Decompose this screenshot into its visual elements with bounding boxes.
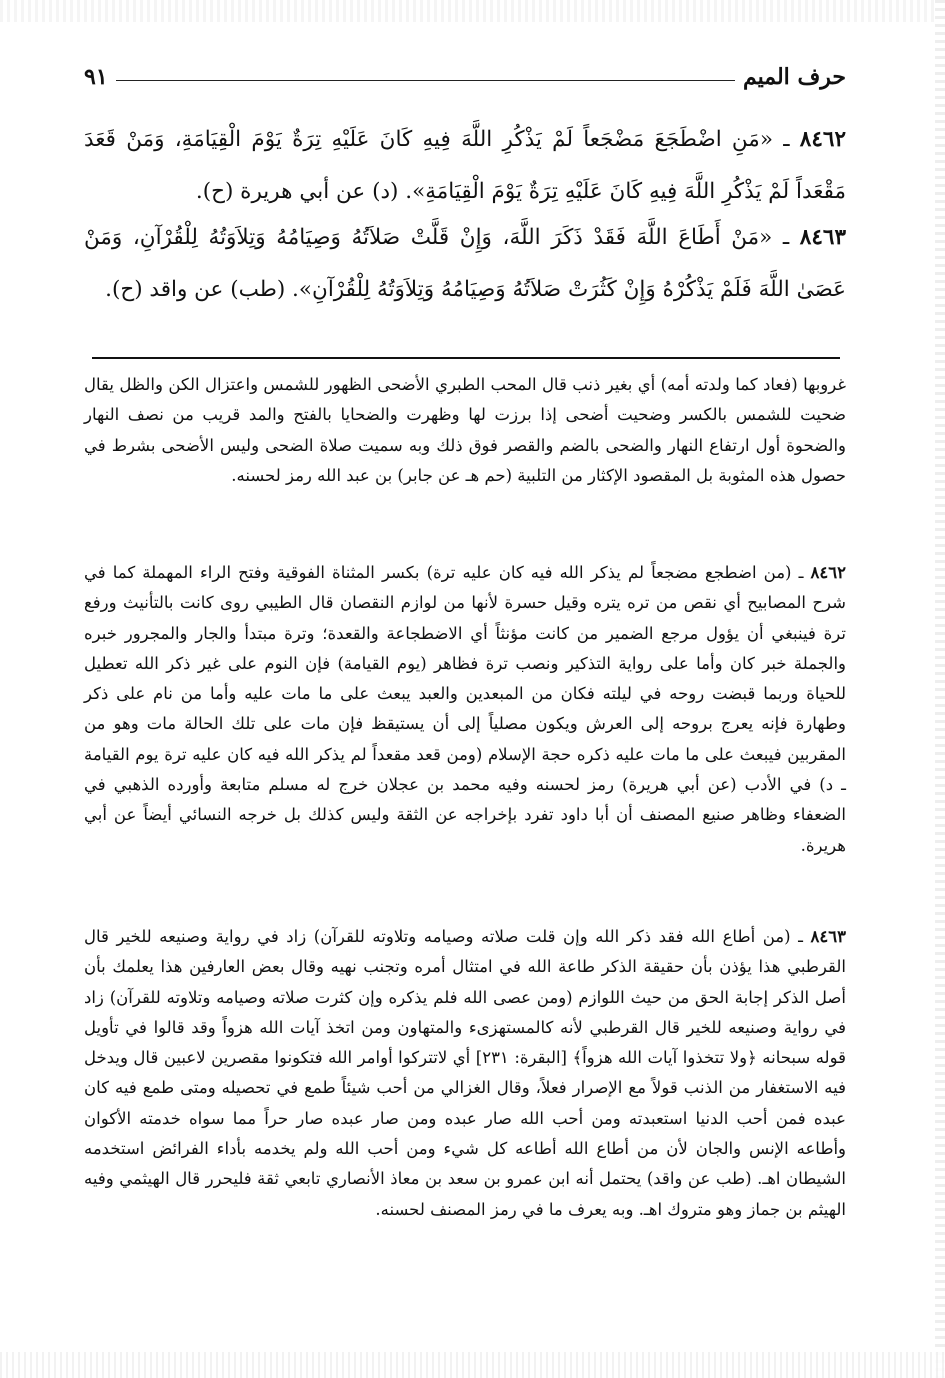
page-number: ٩١ [84,64,108,90]
commentary-8462 [84,558,846,861]
header-rule [116,80,735,81]
hadith-text: ـ «مَنِ اضْطَجَعَ مَضْجَعاً لَمْ يَذْكُرِ اللَّهَ فِيهِ كَانَ عَلَيْهِ تِرَةٌ يَوْمَ الْقِيَامَةِ، وَمَنْ قَعَدَ مَقْعَداً لَمْ يَذْكُرِ اللَّهَ فِيهِ كَانَ عَلَيْهِ تِرَةٌ يَوْمَ الْقِيَامَةِ». (د) عن أبي هريرة (ح). [84,127,846,204]
footnote-separator [92,357,840,359]
scan-edge-top [0,0,945,22]
commentary-number: ٨٤٦٣ [810,927,846,946]
scan-edge-bottom [0,1352,945,1378]
chapter-title: حرف الميم [742,64,846,90]
commentary-text: ـ (من اضطجع مضجعاً لم يذكر الله فيه كان عليه ترة) بكسر المثناة الفوقية وفتح الراء المهملة كما في شرح المصابيح أي نقص من تره يتره وقيل حسرة لأنها من لوازم النقصان قال الطيبي روى كانت بالتأنيث ورفع ترة فينبغي أن يؤول مرجع الضمير من كانت مؤنثاً أي الاضطجاعة والقعدة؛ وترة مبتدأ والجار والمجرور خبره والجملة خبر كان وأما على رواية التذكير ونصب ترة فظاهر (يوم القيامة) فإن النوم على غير ذكر الله تعطيل للحياة وربما قبضت روحه في ليلته فكان من المبعدين والعبد يبعث على ما مات عليه وأما من نام على ذكر وطهارة فإنه يعرج بروحه إلى العرش ويكون مصلياً إلى أن يستيقظ فإن مات على تلك الحالة مات وهو من المقربين فيبعث على ما مات عليه ذكره حجة الإسلام (ومن قعد مقعداً لم يذكر الله فيه كان عليه ترة يوم القيامة ـ د) في الأدب (عن أبي هريرة) رمز لحسنه وفيه محمد بن عجلان خرج له مسلم متابعة وأورده الذهبي في الضعفاء وظاهر صنيع المصنف أن أبا داود تفرد بإخراجه عن الثقة وليس كذلك بل خرجه النسائي أيضاً عن أبي هريرة. [84,563,846,855]
commentary-8463 [84,922,846,1225]
running-head [84,60,846,94]
commentary-continuation [84,370,846,491]
hadith-number: ٨٤٦٢ [799,127,846,152]
hadith-text: ـ «مَنْ أَطَاعَ اللَّهَ فَقَدْ ذَكَرَ اللَّهَ، وَإِنْ قَلَّتْ صَلاَتُهُ وَصِيَامُهُ وَتِلاَوَتُهُ لِلْقُرْآنِ، وَمَنْ عَصَىٰ اللَّهَ فَلَمْ يَذْكُرْهُ وَإِنْ كَثُرَتْ صَلاَتُهُ وَصِيَامُهُ وَتِلاَوَتُهُ لِلْقُرْآنِ». (طب) عن واقد (ح). [84,225,846,302]
commentary-number: ٨٤٦٢ [810,563,846,582]
hadith-8462 [84,114,846,218]
hadith-8463 [84,212,846,316]
scan-edge-right [935,0,945,1378]
commentary-text: غروبها (فعاد كما ولدته أمه) أي بغير ذنب قال المحب الطبري الأضحى الظهور للشمس واعتزال الكن والظل يقال ضحيت للشمس بالكسر وضحيت أضحى إذا برزت لها وظهرت والضحايا بالفتح والمد قريب من نصف النهار والضحوة أول ارتفاع النهار والضحى بالضم والقصر فوق ذلك وبه سميت صلاة الضحى وليس الأضحى بشرط في حصول هذه المثوبة بل المقصود الإكثار من التلبية (حم هـ عن جابر) بن عبد الله رمز لحسنه. [84,375,846,485]
commentary-text: ـ (من أطاع الله فقد ذكر الله وإن قلت صلاته وصيامه وتلاوته للقرآن) زاد في رواية وصنيعه للخير قال القرطبي هذا يؤذن بأن حقيقة الذكر طاعة الله في امتثال أمره وتجنب نهيه وقال بعض العارفين هذا يعلمك بأن أصل الذكر إجابة الحق من حيث اللوازم (ومن عصى الله فلم يذكره وإن كثرت صلاته وصيامه وتلاوته للقرآن) زاد في رواية وصنيعه للخير قال القرطبي لأنه كالمستهزىء والمتهاون ومن اتخذ آيات الله هزواً وقد قالوا في تأويل قوله سبحانه ﴿ولا تتخذوا آيات الله هزواً﴾ [البقرة: ٢٣١] أي لاتتركوا أوامر الله فتكونوا مقصرين لاعبين قال ويدخل فيه الاستغفار من الذنب قولاً مع الإصرار فعلاً، وقال الغزالي من أحب شيئاً طمع في تحصيله ومتى طمع فيه كان عبده فمن أحب الدنيا استعبدته ومن أحب الله صار عبده ومن صار عبده صار حراً مما سواه خدمته الأكوان وأطاعه الإنس والجان لأن من أطاع الله أطاعه كل شيء ومن أحب الله ولم يخدمه بأداء الفرائض استخدمه الشيطان اهـ. (طب عن واقد) يحتمل أنه ابن عمرو بن سعد بن معاذ الأنصاري تابعي ثقة فليحرر قال الهيثمي وفيه الهيثم بن جماز وهو متروك اهـ. وبه يعرف ما في رمز المصنف لحسنه. [84,927,846,1219]
hadith-number: ٨٤٦٣ [799,225,846,250]
